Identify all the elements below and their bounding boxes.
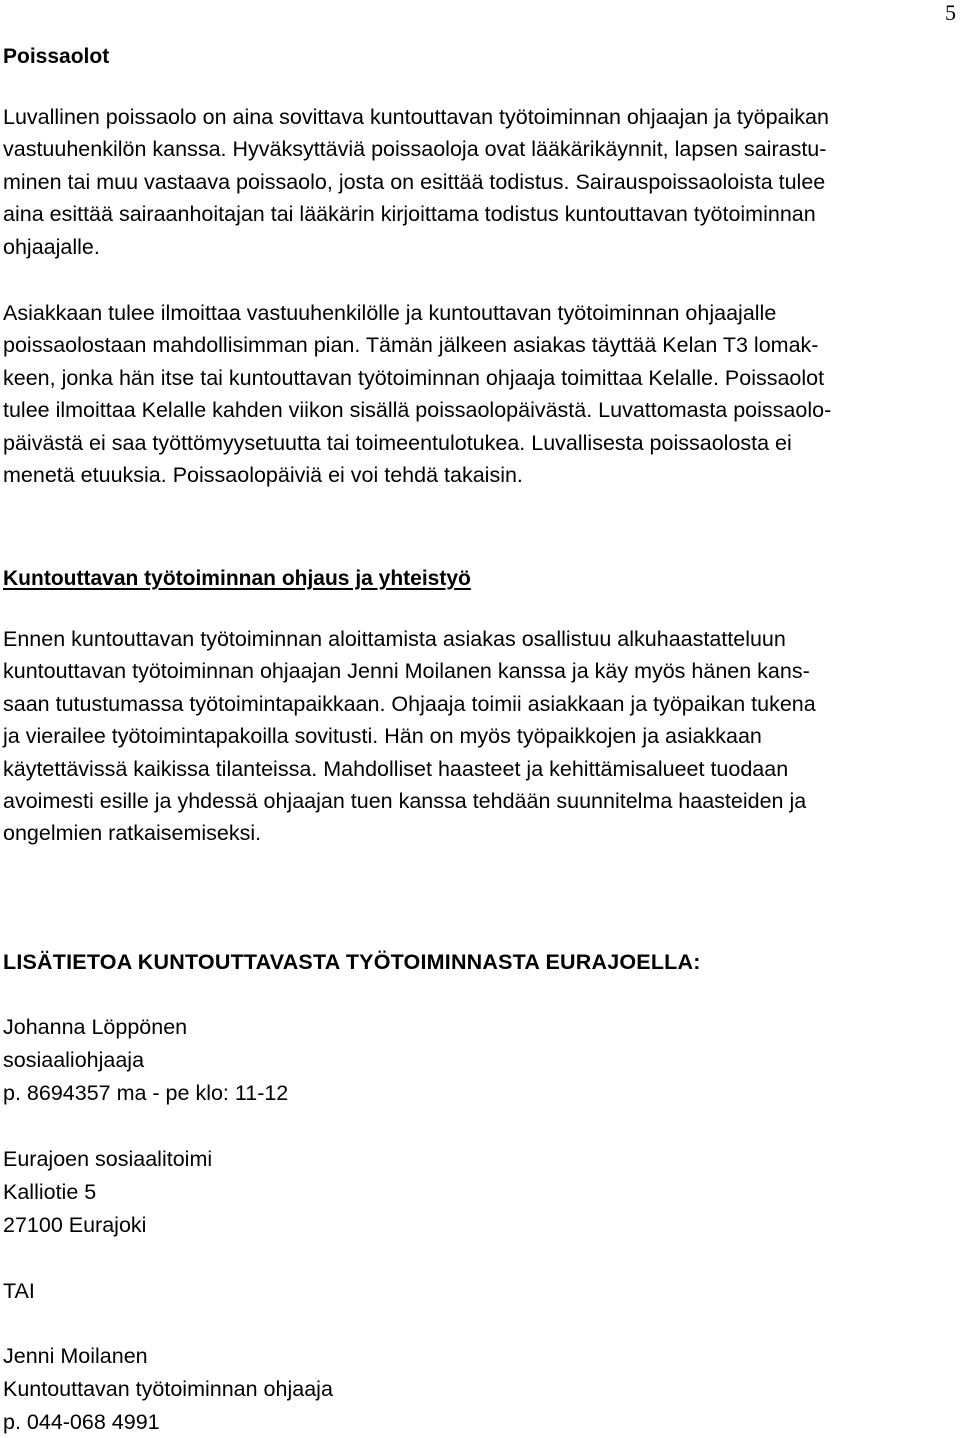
contact-phone: p. 044-068 4991 (3, 1409, 160, 1434)
contact-johanna (3, 1011, 288, 1109)
contact-role: Kuntouttavan työtoiminnan ohjaaja (3, 1376, 333, 1401)
text-line: minen tai muu vastaava poissaolo, josta on esittää todistus. Sairauspoissaoloista tulee (3, 169, 826, 194)
address-org: Eurajoen sosiaalitoimi (3, 1147, 213, 1171)
text-line: saan tutustumassa työtoimintapaikkaan. Ohjaaja toimii asiakkaan ja työpaikan tukena (3, 691, 816, 716)
text-line: keen, jonka hän itse tai kuntouttavan työtoiminnan ohjaaja toimittaa Kelalle. Poissaolot (3, 365, 825, 390)
text-line: poissaolostaan mahdollisimman pian. Tämän jälkeen asiakas täyttää Kelan T3 lomak- (3, 333, 819, 358)
paragraph-poissaolot-2 (3, 297, 958, 491)
contact-name: Jenni Moilanen (3, 1344, 148, 1368)
text-line: menetä etuuksia. Poissaolopäiviä ei voi tehdä takaisin. (3, 463, 523, 488)
section-title-ohjaus: Kuntouttavan työtoiminnan ohjaus ja yhteistyö (3, 567, 471, 590)
text-line: päivästä ei saa työttömyysetuutta tai toimeentulotukea. Luvallisesta poissaolosta ei (3, 430, 792, 455)
text-line: ja vierailee työtoimintapakoilla sovitusti. Hän on myös työpaikkojen ja asiakkaan (3, 724, 762, 749)
or-label: TAI (3, 1279, 35, 1303)
text-line: tulee ilmoittaa Kelalle kahden viikon sisällä poissaolopäivästä. Luvattomasta poissaolo- (3, 398, 832, 423)
paragraph-poissaolot-1 (3, 101, 958, 263)
section-title-poissaolot: Poissaolot (3, 45, 110, 68)
address-postal: 27100 Eurajoki (3, 1212, 147, 1237)
contact-jenni (3, 1340, 333, 1438)
text-line: ongelmien ratkaisemiseksi. (3, 821, 262, 846)
text-line: vastuuhenkilön kanssa. Hyväksyttäviä poissaoloja ovat lääkärikäynnit, lapsen sairastu- (3, 137, 827, 162)
text-line: kuntouttavan työtoiminnan ohjaajan Jenni Moilanen kanssa ja käy myös hänen kans- (3, 659, 810, 684)
text-line: Asiakkaan tulee ilmoittaa vastuuhenkilölle ja kuntouttavan työtoiminnan ohjaajalle (3, 301, 777, 325)
text-line: käytettävissä kaikissa tilanteissa. Mahdolliset haasteet ja kehittämisalueet tuodaan (3, 756, 789, 781)
address-street: Kalliotie 5 (3, 1179, 97, 1204)
text-line: aina esittää sairaanhoitajan tai lääkärin kirjoittama todistus kuntouttavan työtoiminnan (3, 202, 816, 227)
paragraph-ohjaus (3, 623, 958, 850)
text-line: Luvallinen poissaolo on aina sovittava kuntouttavan työtoiminnan ohjaajan ja työpaikan (3, 105, 829, 129)
info-heading: LISÄTIETOA KUNTOUTTAVASTA TYÖTOIMINNASTA EURAJOELLA: (3, 950, 701, 974)
text-line: ohjaajalle. (3, 234, 100, 259)
contact-phone: p. 8694357 ma - pe klo: 11-12 (3, 1080, 289, 1105)
text-line: avoimesti esille ja yhdessä ohjaajan tuen kanssa tehdään suunnitelma haasteiden ja (3, 789, 807, 814)
address-block (3, 1143, 212, 1241)
contact-name: Johanna Löppönen (3, 1015, 188, 1039)
text-line: Ennen kuntouttavan työtoiminnan aloittamista asiakas osallistuu alkuhaastatteluun (3, 627, 786, 651)
page-number: 5 (945, 0, 956, 25)
contact-role: sosiaaliohjaaja (3, 1047, 145, 1072)
